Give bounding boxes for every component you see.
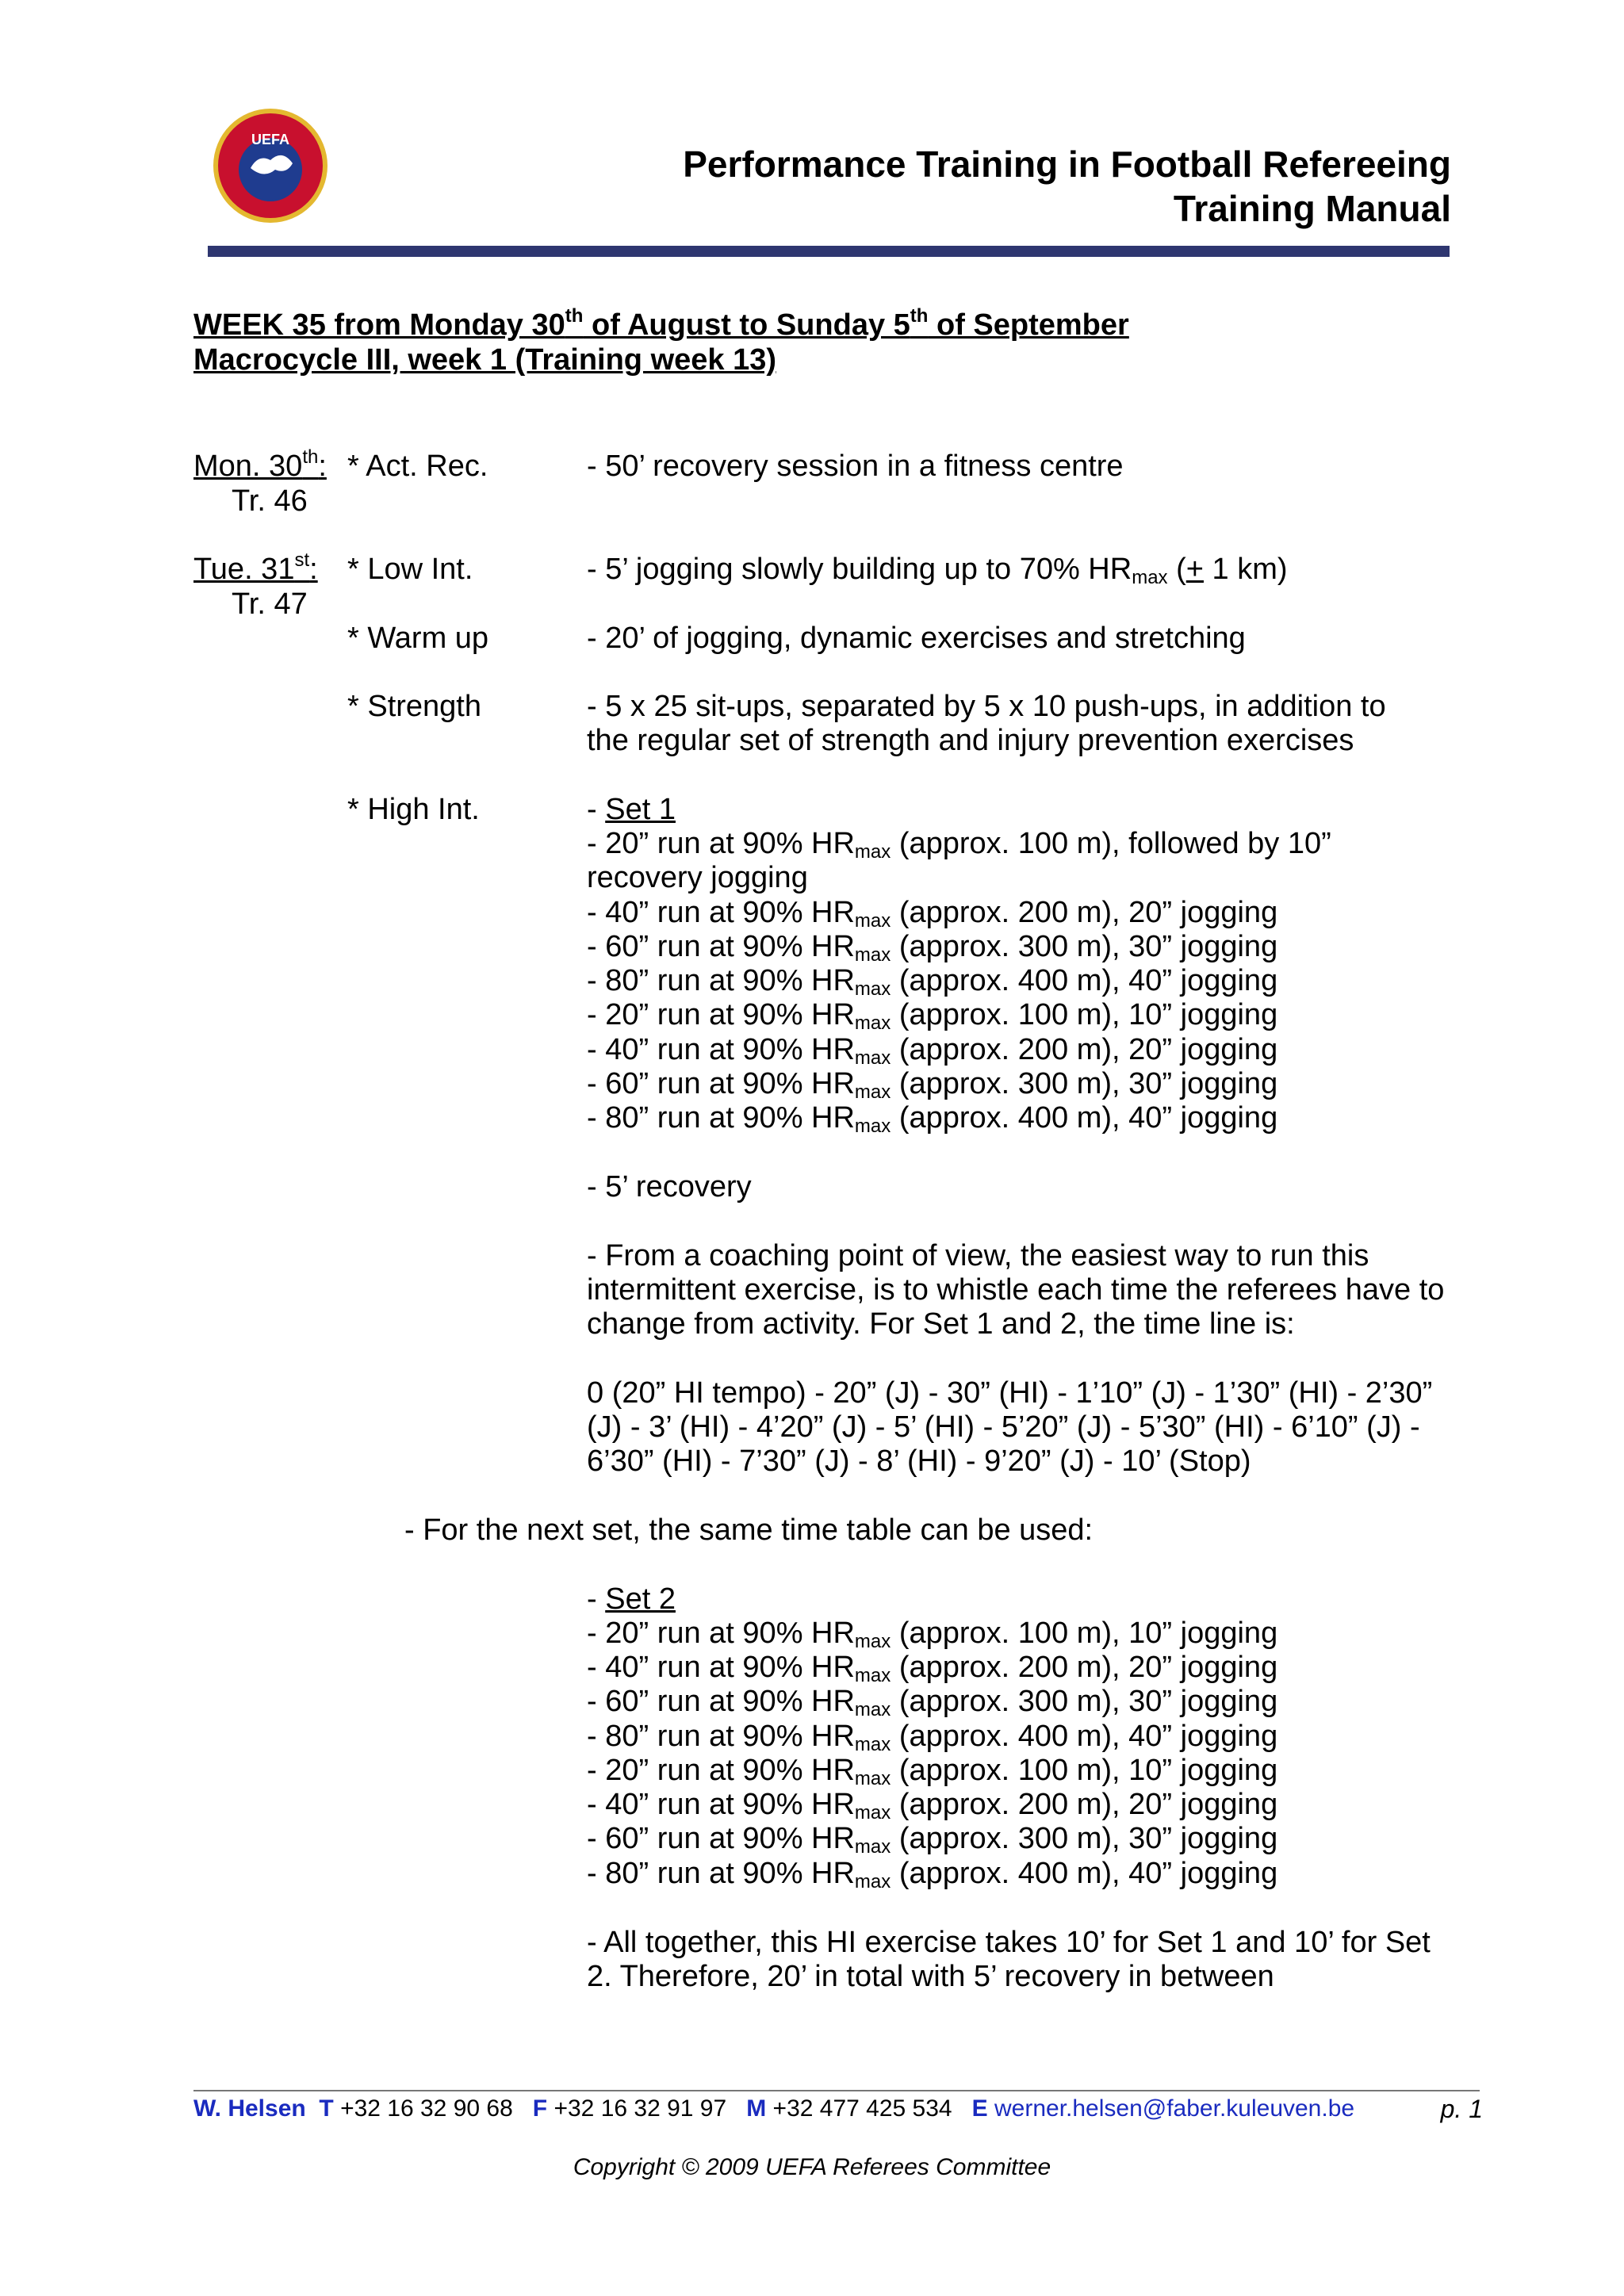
set2-row: - 80” run at 90% $HR_{max}$ (approx. 400 m), 40” jogging (587, 1857, 1278, 1892)
set1-row: - 80” run at 90% $HR_{max}$ (approx. 400 m), 40” jogging (587, 1101, 1278, 1137)
footer-rule (193, 2090, 1480, 2091)
footer-name: W. Helsen (193, 2095, 306, 2122)
timeline-line: 6’30” (HI) - 7’30” (J) - 8’ (HI) - 9’20” (J) - 10’ (Stop) (587, 1445, 1251, 1478)
footer-fax: +32 16 32 91 97 (553, 2095, 727, 2122)
copyright: Copyright © 2009 UEFA Referees Committee (573, 2154, 1051, 2180)
page-number: p. 1 (1440, 2095, 1483, 2123)
next-set-note: - For the next set, the same time table can be used: (404, 1513, 1094, 1547)
week-heading: WEEK 35 from Monday 30th of August to Sunday 5th of September (193, 305, 1129, 342)
description-low-int: - 5’ jogging slowly building up to 70% $HR_{max}$ (+ 1 km) (587, 553, 1288, 588)
set1-row: - 60” run at 90% $HR_{max}$ (approx. 300 m), 30” jogging (587, 930, 1278, 966)
timeline-line: 0 (20” HI tempo) - 20” (J) - 30” (HI) - 1’10” (J) - 1’30” (HI) - 2’30” (587, 1376, 1433, 1410)
set1-row: - 40” run at 90% $HR_{max}$ (approx. 200 m), 20” jogging (587, 1033, 1278, 1069)
category-high-int: * High Int. (347, 793, 480, 826)
footer-mobile: +32 477 425 534 (772, 2095, 952, 2122)
set2-row: - 40” run at 90% $HR_{max}$ (approx. 200 m), 20” jogging (587, 1788, 1278, 1823)
description-act-rec: - 50’ recovery session in a fitness centre (587, 450, 1124, 483)
category-act-rec: * Act. Rec. (347, 450, 488, 483)
set1-row: - 20” run at 90% $HR_{max}$ (approx. 100 m), 10” jogging (587, 998, 1278, 1034)
recovery-note: - 5’ recovery (587, 1170, 752, 1203)
set1-row: - 40” run at 90% $HR_{max}$ (approx. 200 m), 20” jogging (587, 896, 1278, 932)
footer-fax-key: F (532, 2095, 548, 2122)
macrocycle-heading: Macrocycle III, week 1 (Training week 13) (193, 343, 777, 377)
description-strength-line: the regular set of strength and injury prevention exercises (587, 724, 1354, 757)
category-strength: * Strength (347, 690, 481, 723)
training-number-monday: Tr. 46 (232, 484, 308, 518)
footer-email-link[interactable]: werner.helsen@faber.kuleuven.be (994, 2095, 1355, 2122)
set2-row: - 20” run at 90% $HR_{max}$ (approx. 100 m), 10” jogging (587, 1754, 1278, 1789)
logo-text: UEFA (251, 132, 290, 147)
summary-line: - All together, this HI exercise takes 10’ for Set 1 and 10’ for Set (587, 1926, 1431, 1959)
coaching-line: change from activity. For Set 1 and 2, the time line is: (587, 1307, 1295, 1341)
set2-label: - Set 2 (587, 1582, 676, 1616)
day-label-monday: Mon. 30th: (193, 446, 327, 483)
summary-line: 2. Therefore, 20’ in total with 5’ recovery in between (587, 1960, 1274, 1993)
set1-first-row-cont: recovery jogging (587, 861, 808, 894)
coaching-line: - From a coaching point of view, the easiest way to run this (587, 1239, 1369, 1272)
set1-label: - Set 1 (587, 793, 676, 826)
set1-row: - 60” run at 90% $HR_{max}$ (approx. 300 m), 30” jogging (587, 1067, 1278, 1103)
document-title: Performance Training in Football Refereeing (683, 144, 1451, 185)
description-strength-line: - 5 x 25 sit-ups, separated by 5 x 10 push-ups, in addition to (587, 690, 1386, 723)
footer-phone: +32 16 32 90 68 (340, 2095, 513, 2122)
set2-row: - 80” run at 90% $HR_{max}$ (approx. 400 m), 40” jogging (587, 1720, 1278, 1755)
uefa-logo (211, 106, 330, 225)
footer-phone-key: T (319, 2095, 334, 2122)
set2-row: - 60” run at 90% $HR_{max}$ (approx. 300 m), 30” jogging (587, 1822, 1278, 1858)
header-rule (208, 246, 1450, 257)
category-low-int: * Low Int. (347, 553, 473, 586)
set2-row: - 20” run at 90% $HR_{max}$ (approx. 100 m), 10” jogging (587, 1617, 1278, 1652)
set2-row: - 60” run at 90% $HR_{max}$ (approx. 300 m), 30” jogging (587, 1685, 1278, 1720)
set1-row: - 80” run at 90% $HR_{max}$ (approx. 400 m), 40” jogging (587, 964, 1278, 1000)
set1-first-row: - 20” run at 90% $HR_{max}$ (approx. 100 m), followed by 10” (587, 827, 1331, 863)
description-warm-up: - 20’ of jogging, dynamic exercises and stretching (587, 622, 1246, 655)
training-number-tuesday: Tr. 47 (232, 587, 308, 621)
coaching-line: intermittent exercise, is to whistle each time the referees have to (587, 1273, 1445, 1307)
footer-mobile-key: M (746, 2095, 767, 2122)
footer-email-key: E (971, 2095, 988, 2122)
timeline-line: (J) - 3’ (HI) - 4’20” (J) - 5’ (HI) - 5’20” (J) - 5’30” (HI) - 6’10” (J) - (587, 1410, 1420, 1444)
footer-contact (193, 2095, 1354, 2123)
category-warm-up: * Warm up (347, 622, 489, 655)
day-label-tuesday: Tue. 31st: (193, 549, 318, 586)
set2-row: - 40” run at 90% $HR_{max}$ (approx. 200 m), 20” jogging (587, 1651, 1278, 1686)
document-subtitle: Training Manual (1173, 188, 1451, 229)
